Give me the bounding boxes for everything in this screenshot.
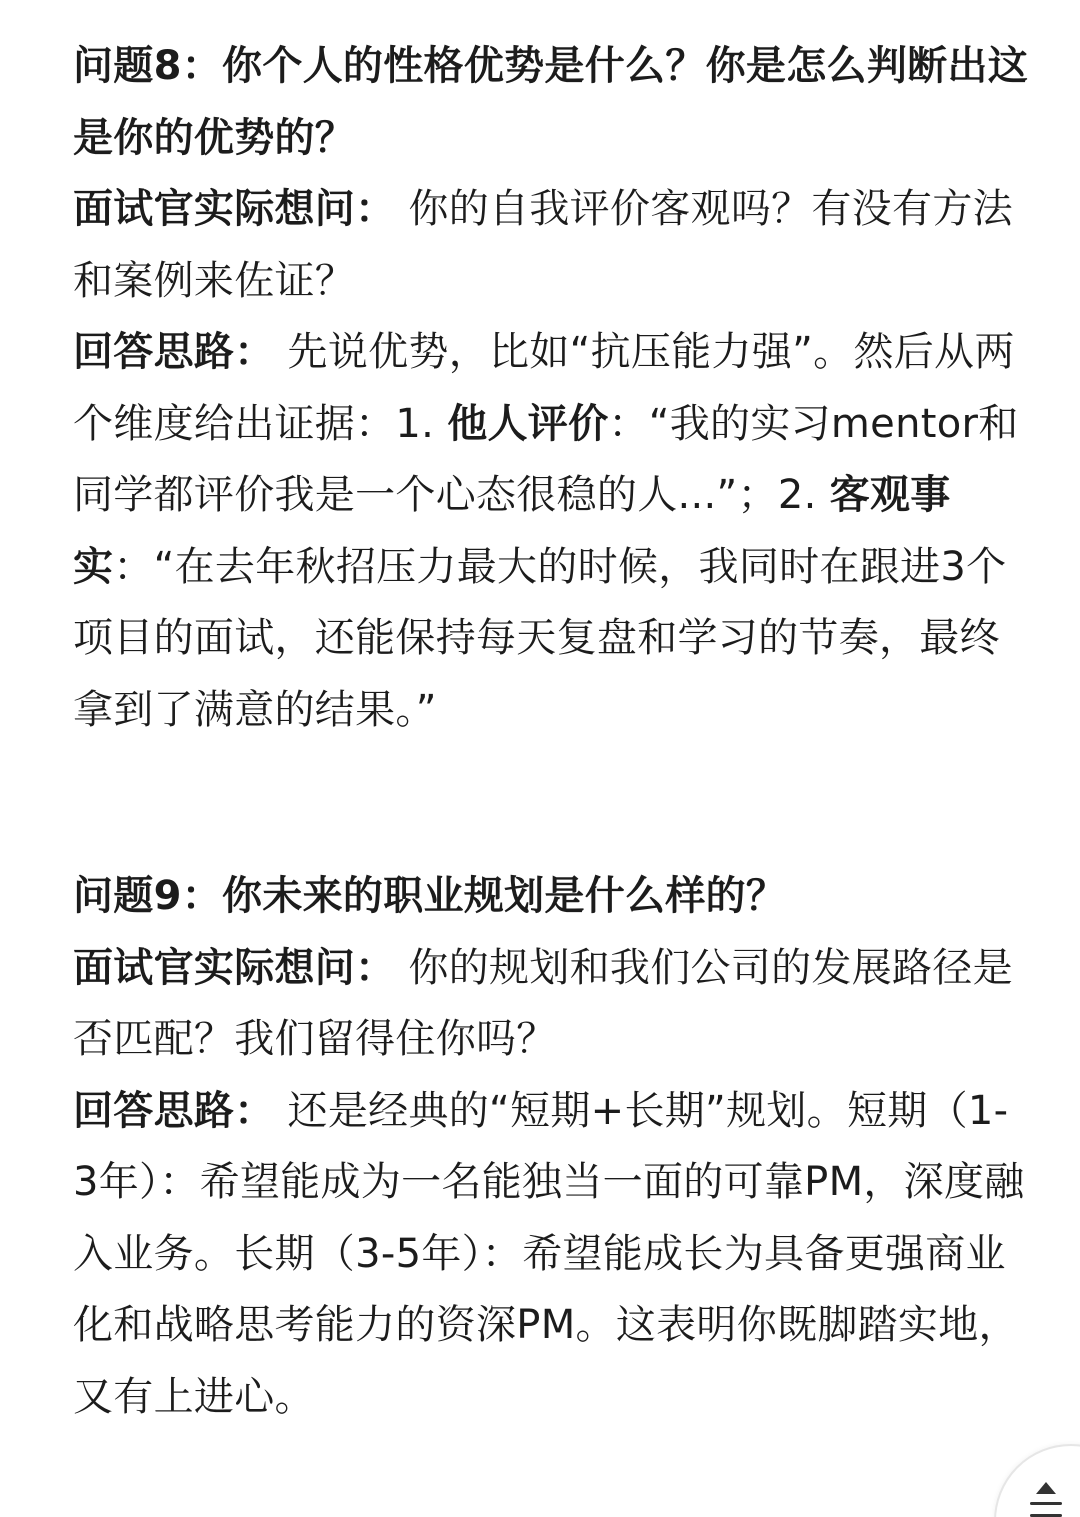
- answer-label: 回答思路：: [73, 329, 275, 375]
- answer-text: 先说优势，比如“抗压能力强”。然后从两个维度给出证据：1.: [73, 329, 1015, 447]
- point-1-label: 他人评价: [447, 400, 609, 447]
- section-spacer: [73, 746, 1033, 861]
- article-content: [73, 31, 1033, 1433]
- interviewer-intent-label: 面试官实际想问：: [73, 186, 396, 232]
- scroll-to-top-button[interactable]: [994, 1444, 1080, 1517]
- point-2-text: ：“在去年秋招压力最大的时候，我同时在跟进3个项目的面试，还能保持每天复盘和学习的节奏，最终拿到了满意的结果。”: [73, 543, 1007, 733]
- question-9-answer: [73, 1076, 1033, 1434]
- question-8-interviewer-intent: [73, 174, 1033, 317]
- question-8-title: 问题8：你个人的性格优势是什么？你是怎么判断出这是你的优势的？: [73, 43, 1029, 161]
- point-1-text: ：“我的实习mentor和同学都评价我是一个心态很稳的人...”；2.: [73, 400, 1019, 518]
- answer-text: 还是经典的“短期+长期”规划。短期（1-3年）：希望能成为一名能独当一面的可靠PM，深度融入业务。长期（3-5年）：希望能成长为具备更强商业化和战略思考能力的资深PM。这表明你既脚踏实地，又有上进心。: [73, 1087, 1025, 1420]
- question-9-title: 问题9：你未来的职业规划是什么样的？: [73, 873, 787, 919]
- scroll-to-top-icon: [1026, 1478, 1066, 1517]
- interviewer-intent-text: 你的规划和我们公司的发展路径是否匹配？我们留得住你吗？: [73, 944, 1013, 1062]
- interviewer-intent-text: 你的自我评价客观吗？有没有方法和案例来佐证？: [73, 186, 1013, 304]
- question-9-interviewer-intent: [73, 933, 1033, 1076]
- question-8-answer: [73, 317, 1033, 746]
- interviewer-intent-label: 面试官实际想问：: [73, 944, 396, 991]
- point-2-label: 客观事实: [73, 472, 951, 590]
- answer-label: 回答思路：: [73, 1087, 275, 1134]
